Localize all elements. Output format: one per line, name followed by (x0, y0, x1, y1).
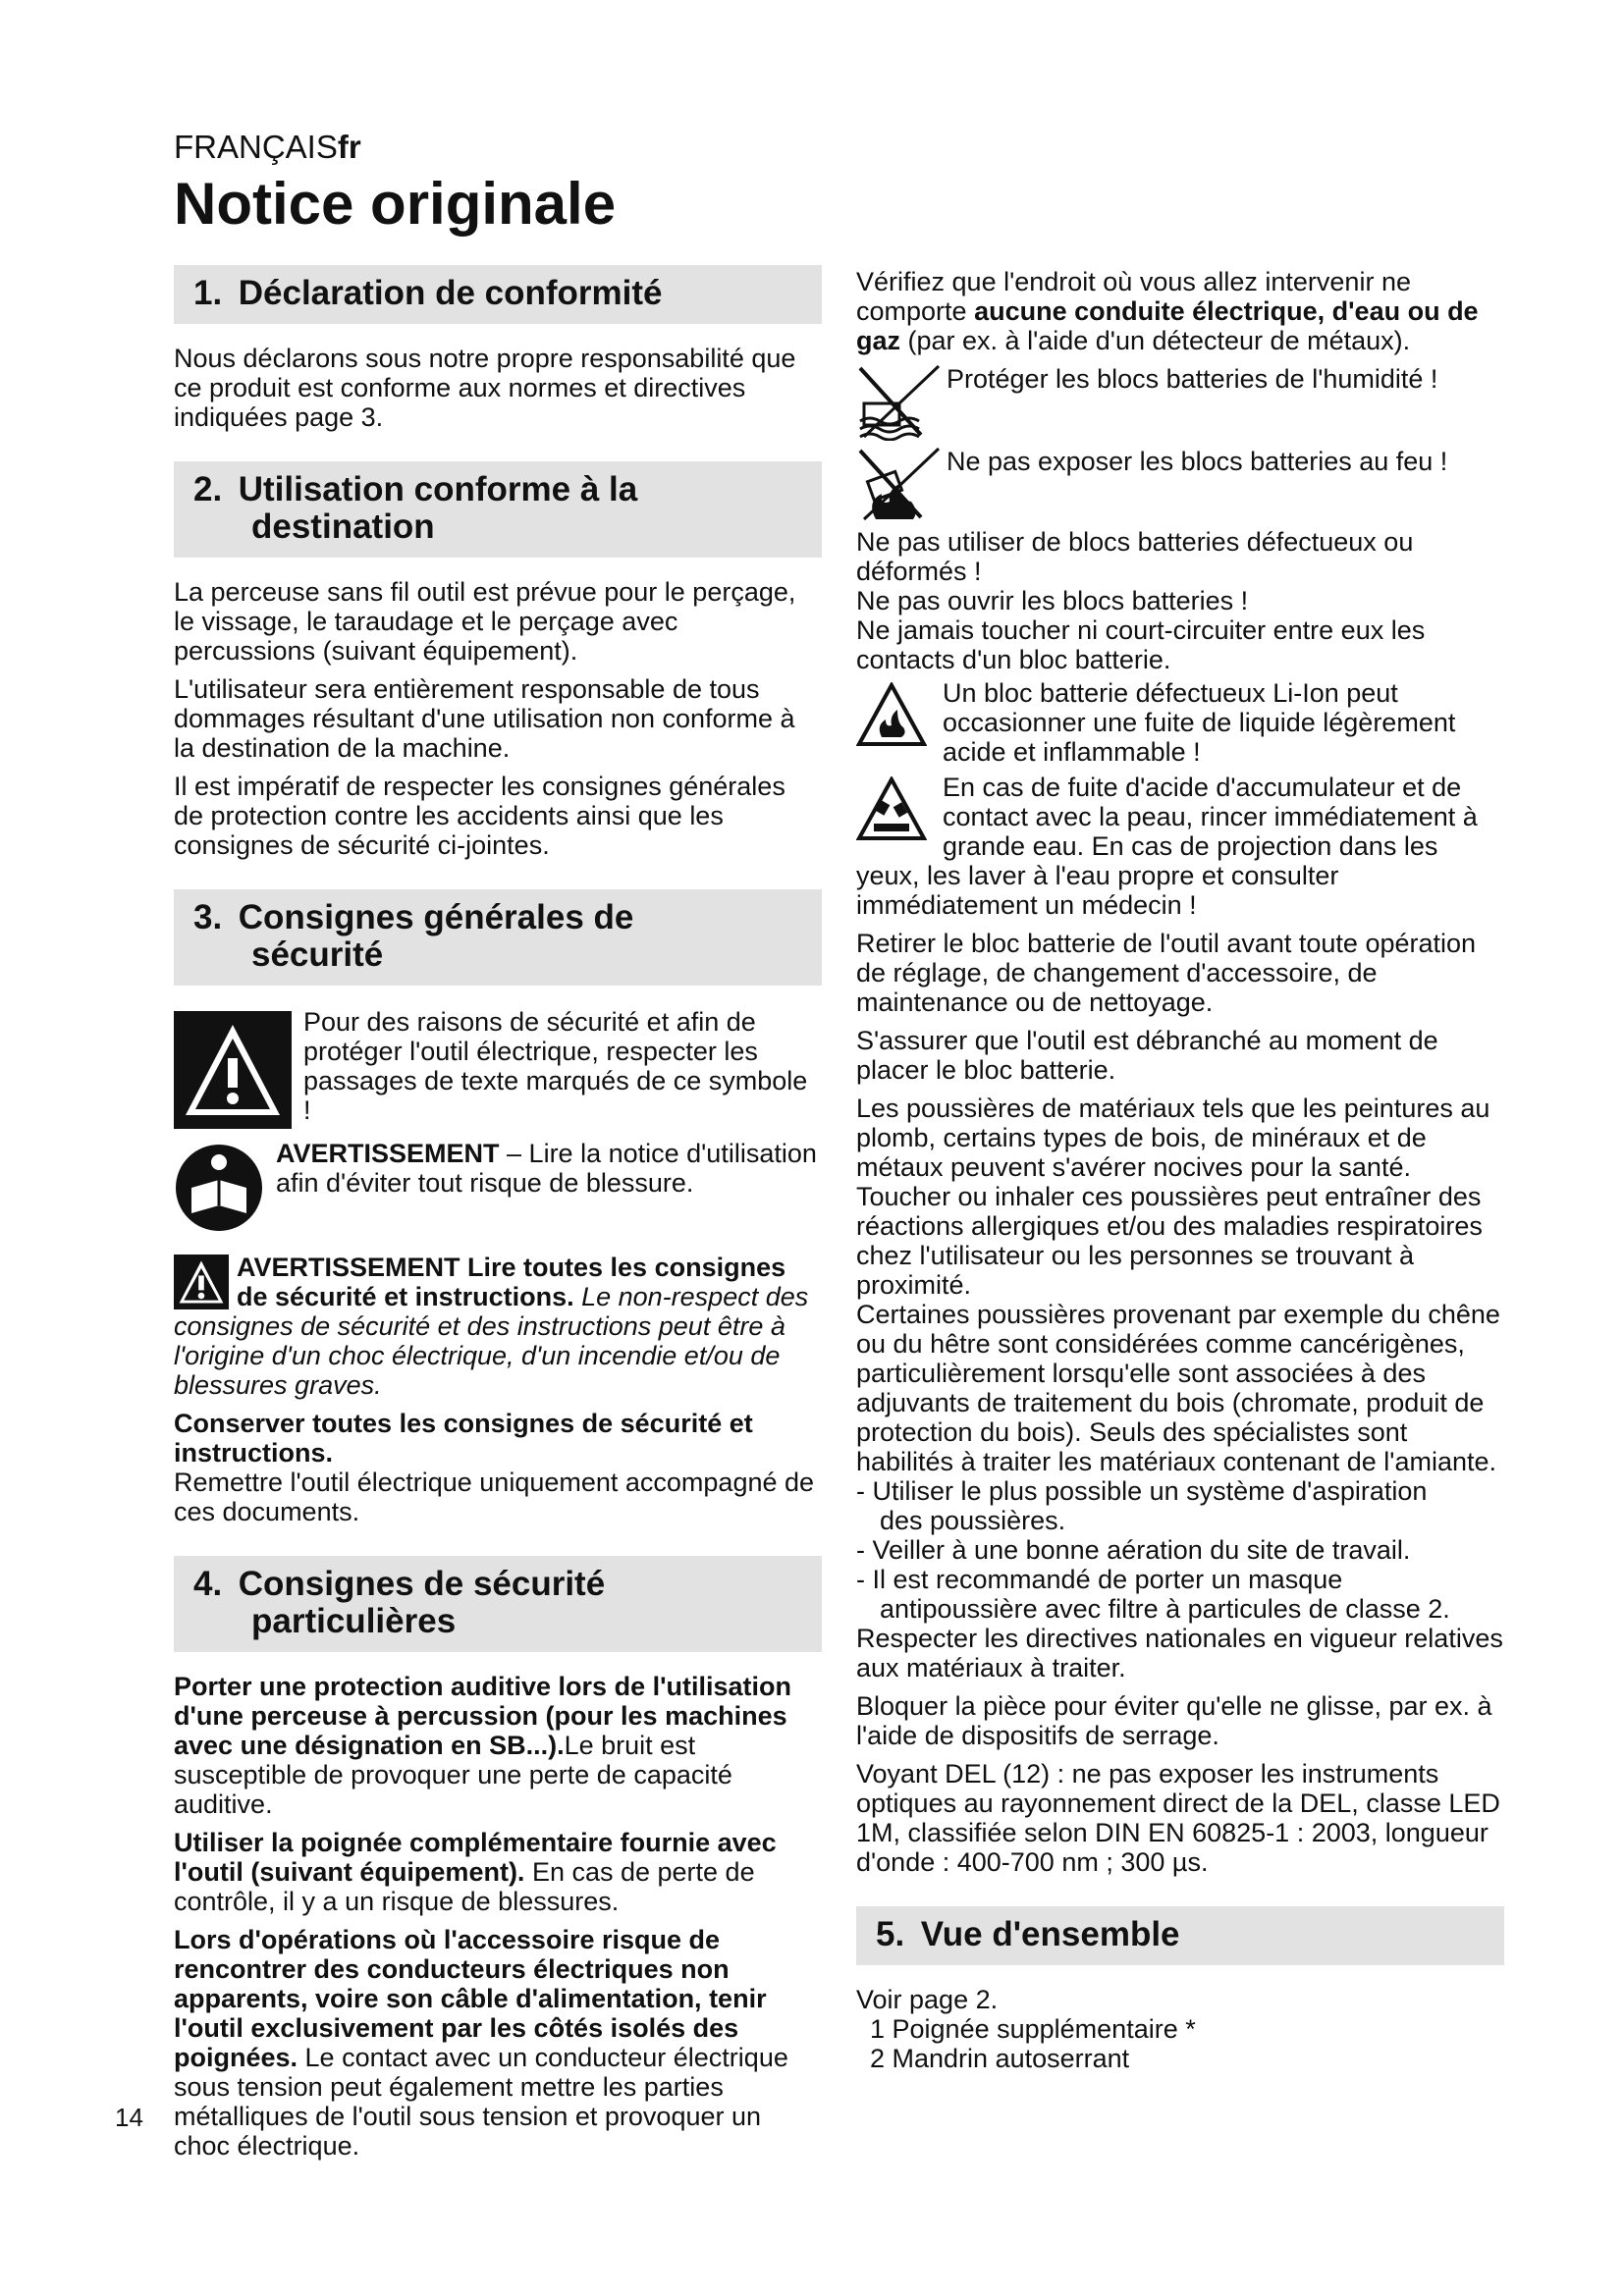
left-column (174, 265, 822, 2169)
section-4-heading: 4. Consignes de sécurité particulières (174, 1556, 822, 1652)
section-1-heading: 1. Déclaration de conformité (174, 265, 822, 324)
regulations-text: Il est impératif de respecter les consignes générales de protection contre les accidents ainsi que les consignes de sécurité ci-jointes. (174, 772, 785, 860)
dust-bullet-2: - Veiller à une bonne aération du site de travail. (856, 1535, 1411, 1565)
dust-bullet-3: - Il est recommandé de porter un masque antipoussière avec filtre à particules de classe 2. (856, 1565, 1450, 1624)
fire-text: Ne pas exposer les blocs batteries au feu ! (947, 447, 1448, 476)
corrosive-warning-icon (856, 776, 927, 841)
auxiliary-handle: Utiliser la poignée complémentaire fournie avec l'outil (suivant équipement). En cas de perte de contrôle, il y a un risque de blessures. (174, 1828, 777, 1916)
read-all-warnings: AVERTISSEMENT Lire toutes les consignes de sécurité et instructions. Le non-respect des consignes de sécurité et des instructions peut être à l'origine d'un choc électrique, d'un incendie et/ou de blessures graves. (174, 1253, 809, 1400)
read-manual-text: AVERTISSEMENT – Lire la notice d'utilisation afin d'éviter tout risque de blessure. (276, 1139, 817, 1198)
section-5-heading: 5. Vue d'ensemble (856, 1906, 1504, 1965)
liion-text: Un bloc batterie défectueux Li-Ion peut occasionner une fuite de liquide légèrement acide et inflammable ! (943, 678, 1456, 767)
hearing-protection: Porter une protection auditive lors de l'utilisation d'une perceuse à percussion (pour les machines avec une désignation en SB...).Le bruit est susceptible de provoquer une perte de capacité auditive. (174, 1672, 792, 1819)
page-number: 14 (115, 2103, 143, 2132)
carcinogenic-dust-note: Certaines poussières provenant par exemple du chêne ou du hêtre sont considérées comme cancérigènes, particulièrement lorsqu'elle sont associées à des adjuvants de traitement du bois (chromate, produit de protection du bois). Seuls des spécialistes sont habilités à traiter les matériaux contenant de l'amiante. (856, 1300, 1500, 1476)
section-3-heading: 3. Consignes générales de sécurité (174, 889, 822, 986)
no-fire-icon (856, 447, 943, 523)
open-note: Ne pas ouvrir les blocs batteries ! (856, 586, 1249, 615)
acid-note: En cas de fuite d'acide d'accumulateur et de contact avec la peau, rincer immédiatement à grande eau. En cas de projection dans les yeux, les laver à l'eau propre et consulter immédiatement un médecin ! (856, 773, 1478, 920)
overview-item: 1 Poignée supplémentaire * (870, 2014, 1196, 2044)
short-circuit-note: Ne jamais toucher ni court-circuiter entre eux les contacts d'un bloc batterie. (856, 615, 1426, 674)
liion-note (856, 678, 1504, 767)
language-name: FRANÇAIS (174, 129, 338, 165)
unplug-note: S'assurer que l'outil est débranché au moment de placer le bloc batterie. (856, 1026, 1438, 1085)
warning-symbol-text: Pour des raisons de sécurité et afin de protéger l'outil électrique, respecter les passages de texte marqués de ce symbole ! (303, 1007, 808, 1125)
flammable-warning-icon (856, 682, 927, 747)
read-manual-icon (174, 1143, 264, 1233)
humidity-note (856, 364, 1504, 441)
intended-use-text: La perceuse sans fil outil est prévue pour le perçage, le vissage, le taraudage et le perçage avec percussions (suivant équipement). (174, 577, 796, 666)
humidity-text: Protéger les blocs batteries de l'humidité ! (947, 364, 1438, 394)
liability-text: L'utilisateur sera entièrement responsable de tous dommages résultant d'une utilisation non conforme à la destination de la machine. (174, 674, 795, 763)
dust-bullet-1: - Utiliser le plus possible un système d'aspiration des poussières. (856, 1476, 1428, 1535)
defective-note: Ne pas utiliser de blocs batteries défectueux ou déformés ! (856, 527, 1414, 586)
led-note: Voyant DEL (12) : ne pas exposer les instruments optiques au rayonnement direct de la DEL, classe LED 1M, classifiée selon DIN EN 60825-1 : 2003, longueur d'onde : 400-700 nm ; 300 µs. (856, 1759, 1500, 1877)
remove-battery-note: Retirer le bloc batterie de l'outil avant toute opération de réglage, de changement d'accessoire, de maintenance ou de nettoyage. (856, 929, 1477, 1017)
read-manual-note (174, 1137, 822, 1233)
keep-instructions: Conserver toutes les consignes de sécurité et instructions. (174, 1409, 753, 1468)
page-title: Notice originale (174, 171, 617, 237)
see-page-text: Voir page 2. (856, 1985, 999, 2014)
right-column (856, 267, 1504, 2073)
page-header (174, 128, 616, 240)
verify-location: Vérifiez que l'endroit où vous allez intervenir ne comporte aucune conduite électrique, d'eau ou de gaz (par ex. à l'aide d'un détecteur de métaux). (856, 267, 1479, 355)
language-label (174, 128, 616, 167)
warning-small-icon (174, 1255, 229, 1309)
clamp-note: Bloquer la pièce pour éviter qu'elle ne glisse, par ex. à l'aide de dispositifs de serrage. (856, 1691, 1492, 1750)
language-code: fr (337, 129, 361, 165)
section-2-heading: 2. Utilisation conforme à la destination (174, 461, 822, 558)
fire-note (856, 447, 1504, 523)
warning-triangle-icon (174, 1011, 292, 1129)
no-humidity-icon (856, 364, 943, 441)
overview-item: 2 Mandrin autoserrant (870, 2044, 1130, 2073)
warning-symbol-note (174, 1005, 822, 1129)
pass-documents-text: Remettre l'outil électrique uniquement accompagné de ces documents. (174, 1468, 815, 1526)
dust-hazard-note: Les poussières de matériaux tels que les peintures au plomb, certains types de bois, de minéraux et de métaux peuvent s'avérer nocives pour la santé. Toucher ou inhaler ces poussières peut entraîner des réactions allergiques et/ou des maladies respiratoires chez l'utilisateur ou les personnes se trouvant à proximité. (856, 1094, 1490, 1300)
hidden-conductors: Lors d'opérations où l'accessoire risque de rencontrer des conducteurs électriques non apparents, voire son câble d'alimentation, tenir l'outil exclusivement par les côtés isolés des poignées. Le contact avec un conducteur électrique sous tension peut également mettre les parties métalliques de l'outil sous tension et provoquer un choc électrique. (174, 1925, 788, 2161)
declaration-text: Nous déclarons sous notre propre responsabilité que ce produit est conforme aux normes et directives indiquées page 3. (174, 344, 796, 432)
directives-note: Respecter les directives nationales en vigueur relatives aux matériaux à traiter. (856, 1624, 1503, 1682)
